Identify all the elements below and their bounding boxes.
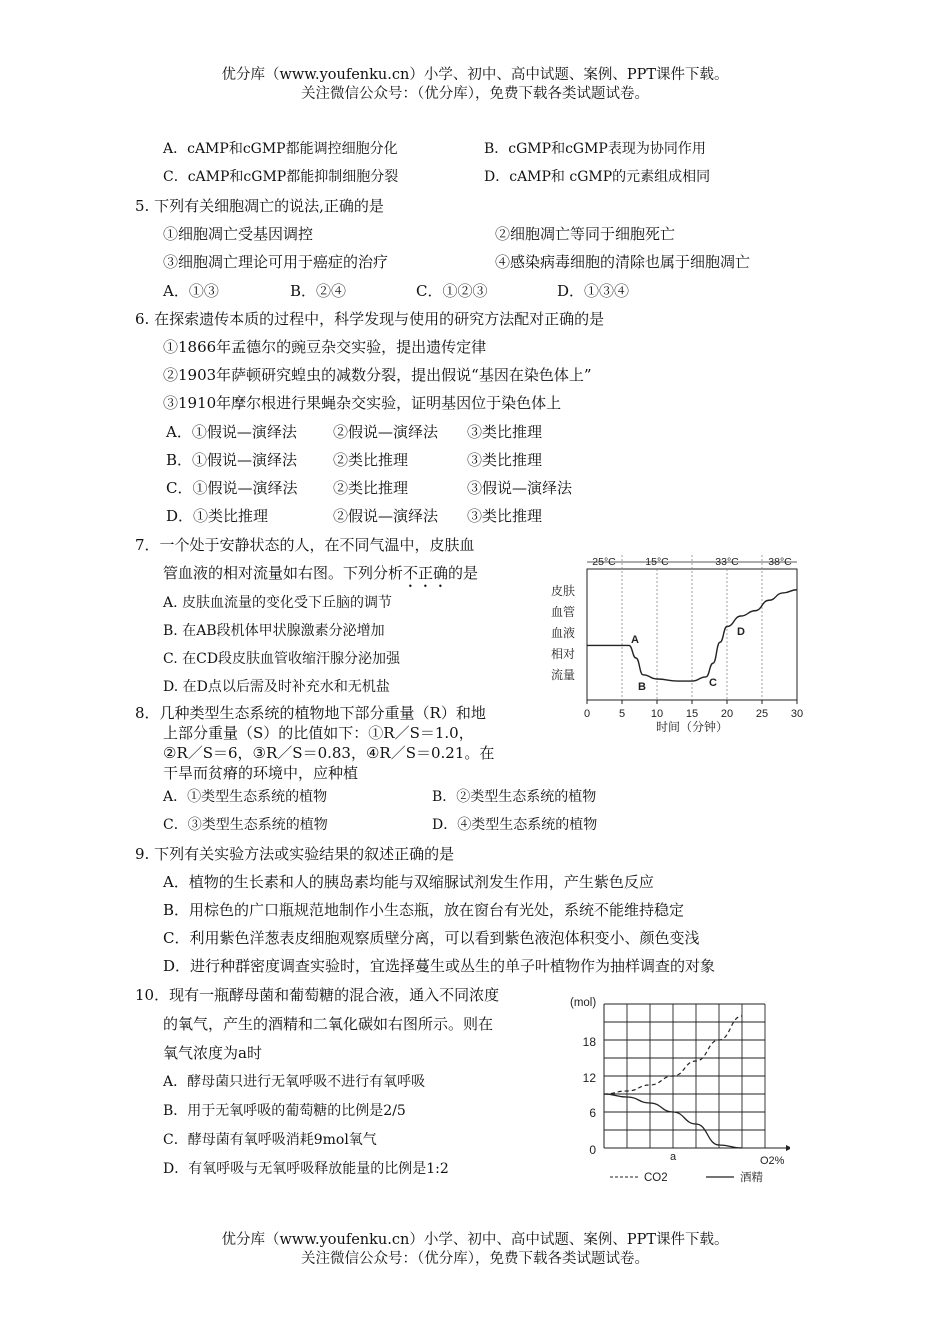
q5-statement-3: ③细胞凋亡理论可用于癌症的治疗 <box>163 253 389 271</box>
q10-option-c: C．酵母菌有氧呼吸消耗9mol氧气 <box>163 1132 377 1148</box>
q6-option-c-1: C．①假说—演绎法 <box>166 479 298 497</box>
q5-statement-1: ①细胞凋亡受基因调控 <box>163 225 314 243</box>
q5-stem: 5. 下列有关细胞凋亡的说法,正确的是 <box>135 197 384 215</box>
q10-option-a: A．酵母菌只进行无氧呼吸不进行有氧呼吸 <box>163 1074 426 1090</box>
q5-statement-2: ②细胞凋亡等同于细胞死亡 <box>495 225 676 243</box>
chart1-xtick-label: 15 <box>685 708 699 720</box>
temp-label-33: 33°C <box>715 556 739 568</box>
q7-option-c: C. 在CD段皮肤血管收缩汗腺分泌加强 <box>163 651 401 667</box>
q8-option-c: C．③类型生态系统的植物 <box>163 817 328 833</box>
chart2-ytick-6: 6 <box>589 1106 596 1120</box>
q4-option-c: C．cAMP和cGMP都能抑制细胞分裂 <box>163 169 399 185</box>
q8-stem-4: 干旱而贫瘠的环境中，应种植 <box>163 764 359 782</box>
temp-label-15: 15°C <box>645 556 669 568</box>
chart2-yunit: (mol) <box>570 997 597 1009</box>
q5-option-c: C．①②③ <box>416 282 488 300</box>
chart1-xtick-label: 5 <box>618 708 626 720</box>
chart2-grid <box>604 1004 765 1148</box>
q10-stem-3: 氧气浓度为a时 <box>163 1044 262 1062</box>
q6-option-d-3: ③类比推理 <box>467 507 543 525</box>
q9-option-b: B．用棕色的广口瓶规范地制作小生态瓶，放在窗台有光处，系统不能维持稳定 <box>163 901 685 919</box>
q8-option-a: A．①类型生态系统的植物 <box>163 789 328 805</box>
header-line-2: 关注微信公众号：（优分库），免费下载各类试题试卷。 <box>301 86 649 102</box>
q8-stem-3: ②R／S＝6，③R／S＝0.83，④R／S＝0.21。在 <box>163 744 495 762</box>
q8-option-d: D．④类型生态系统的植物 <box>432 817 598 833</box>
chart1-ylabel-3: 血液 <box>551 626 576 640</box>
q5-statement-4: ④感染病毒细胞的清除也属于细胞凋亡 <box>495 253 751 271</box>
q10-option-d: D．有氧呼吸与无氧呼吸释放能量的比例是1:2 <box>163 1161 449 1177</box>
q9-option-d: D．进行种群密度调查实验时，宜选择蔓生或丛生的单子叶植物作为抽样调查的对象 <box>163 957 716 975</box>
q9-stem: 9. 下列有关实验方法或实验结果的叙述正确的是 <box>135 845 455 863</box>
chart1-xtick-label: 20 <box>720 708 734 720</box>
q10-option-b: B．用于无氧呼吸的葡萄糖的比例是2/5 <box>163 1103 406 1119</box>
q6-option-c-2: ②类比推理 <box>333 479 409 497</box>
chart1-xtick-label: 10 <box>650 708 664 720</box>
q6-stem: 6. 在探索遗传本质的过程中，科学发现与使用的研究方法配对正确的是 <box>135 310 605 328</box>
q7-option-b: B. 在AB段机体甲状腺激素分泌增加 <box>163 623 385 639</box>
chart1-xlabel: 时间（分钟） <box>655 720 729 734</box>
chart2-xunit: O2% <box>760 1155 785 1167</box>
q7-stem-2: 管血液的相对流量如右图。下列分析不正确的是 <box>163 564 479 582</box>
chart2-ytick-0: 0 <box>589 1143 596 1157</box>
q7-option-a: A. 皮肤血流量的变化受下丘脑的调节 <box>163 595 393 611</box>
q5-option-d: D．①③④ <box>557 282 630 300</box>
footer-line-2: 关注微信公众号：（优分库），免费下载各类试题试卷。 <box>301 1251 649 1267</box>
chart2-xmark-a: a <box>669 1151 677 1163</box>
point-b-label: B <box>638 681 646 693</box>
chart2-x-arrow <box>786 1145 790 1151</box>
q8-option-b: B．②类型生态系统的植物 <box>432 789 597 805</box>
chart2-ytick-18: 18 <box>582 1035 596 1049</box>
q4-option-b: B．cGMP和cGMP表现为协同作用 <box>484 141 706 157</box>
chart1-ylabel-2: 血管 <box>551 605 576 619</box>
q7-stem-1: 7．一个处于安静状态的人，在不同气温中，皮肤血 <box>135 536 475 554</box>
q6-option-c-3: ③假说—演绎法 <box>467 479 573 497</box>
q6-option-a-1: A．①假说—演绎法 <box>166 423 297 441</box>
chart1-xticks <box>584 700 803 720</box>
q6-option-b-2: ②类比推理 <box>333 451 409 469</box>
q4-option-a: A．cAMP和cGMP都能调控细胞分化 <box>163 141 398 157</box>
q8-stem-2: 上部分重量（S）的比值如下：①R／S＝1.0， <box>163 724 474 742</box>
yeast-chart <box>560 990 790 1190</box>
header-line-1: 优分库（www.youfenku.cn）小学、初中、高中试题、案例、PPT课件下载。 <box>221 67 729 83</box>
temp-label-38: 38°C <box>768 556 792 568</box>
temp-label-25: 25°C <box>592 556 616 568</box>
chart1-ylabel-4: 相对 <box>551 647 576 661</box>
point-d-label: D <box>737 626 745 638</box>
q6-option-d-1: D．①类比推理 <box>166 507 269 525</box>
q6-statement-1: ①1866年孟德尔的豌豆杂交实验，提出遗传定律 <box>163 338 487 356</box>
chart1-xtick-label: 0 <box>583 708 591 720</box>
q6-option-a-3: ③类比推理 <box>467 423 543 441</box>
q8-stem-1: 8．几种类型生态系统的植物地下部分重量（R）和地 <box>135 704 486 722</box>
q7-option-d: D. 在D点以后需及时补充水和无机盐 <box>163 679 390 695</box>
q9-option-a: A．植物的生长素和人的胰岛素均能与双缩脲试剂发生作用，产生紫色反应 <box>163 873 654 891</box>
q6-option-a-2: ②假说—演绎法 <box>333 423 439 441</box>
q10-stem-2: 的氧气，产生的酒精和二氧化碳如右图所示。则在 <box>163 1015 494 1033</box>
q7-emphasis: 不正确 <box>403 564 449 582</box>
chart1-ylabel-5: 流量 <box>551 668 576 682</box>
q10-stem-1: 10．现有一瓶酵母菌和葡萄糖的混合液，通入不同浓度 <box>135 986 500 1004</box>
q6-option-b-1: B．①假说—演绎法 <box>166 451 298 469</box>
q5-option-a: A．①③ <box>163 282 219 300</box>
chart1-xtick-label: 30 <box>790 708 804 720</box>
legend-co2: CO2 <box>644 1172 668 1184</box>
footer-line-1: 优分库（www.youfenku.cn）小学、初中、高中试题、案例、PPT课件下载。 <box>221 1232 729 1248</box>
q5-option-b: B．②④ <box>290 282 347 300</box>
chart1-ylabel-1: 皮肤 <box>551 584 576 598</box>
q6-statement-2: ②1903年萨顿研究蝗虫的减数分裂，提出假说“基因在染色体上” <box>163 366 592 384</box>
q9-option-c: C．利用紫色洋葱表皮细胞观察质壁分离，可以看到紫色液泡体积变小、颜色变浅 <box>163 929 700 947</box>
q6-statement-3: ③1910年摩尔根进行果蝇杂交实验，证明基因位于染色体上 <box>163 394 562 412</box>
blood-flow-chart <box>545 545 815 740</box>
q4-option-d: D．cAMP和 cGMP的元素组成相同 <box>484 169 711 185</box>
q6-option-d-2: ②假说—演绎法 <box>333 507 439 525</box>
chart1-xtick-label: 25 <box>755 708 769 720</box>
legend-alcohol: 酒精 <box>740 1172 763 1184</box>
q6-option-b-3: ③类比推理 <box>467 451 543 469</box>
chart2-ytick-12: 12 <box>582 1071 596 1085</box>
point-c-label: C <box>709 677 717 689</box>
point-a-label: A <box>631 634 639 646</box>
